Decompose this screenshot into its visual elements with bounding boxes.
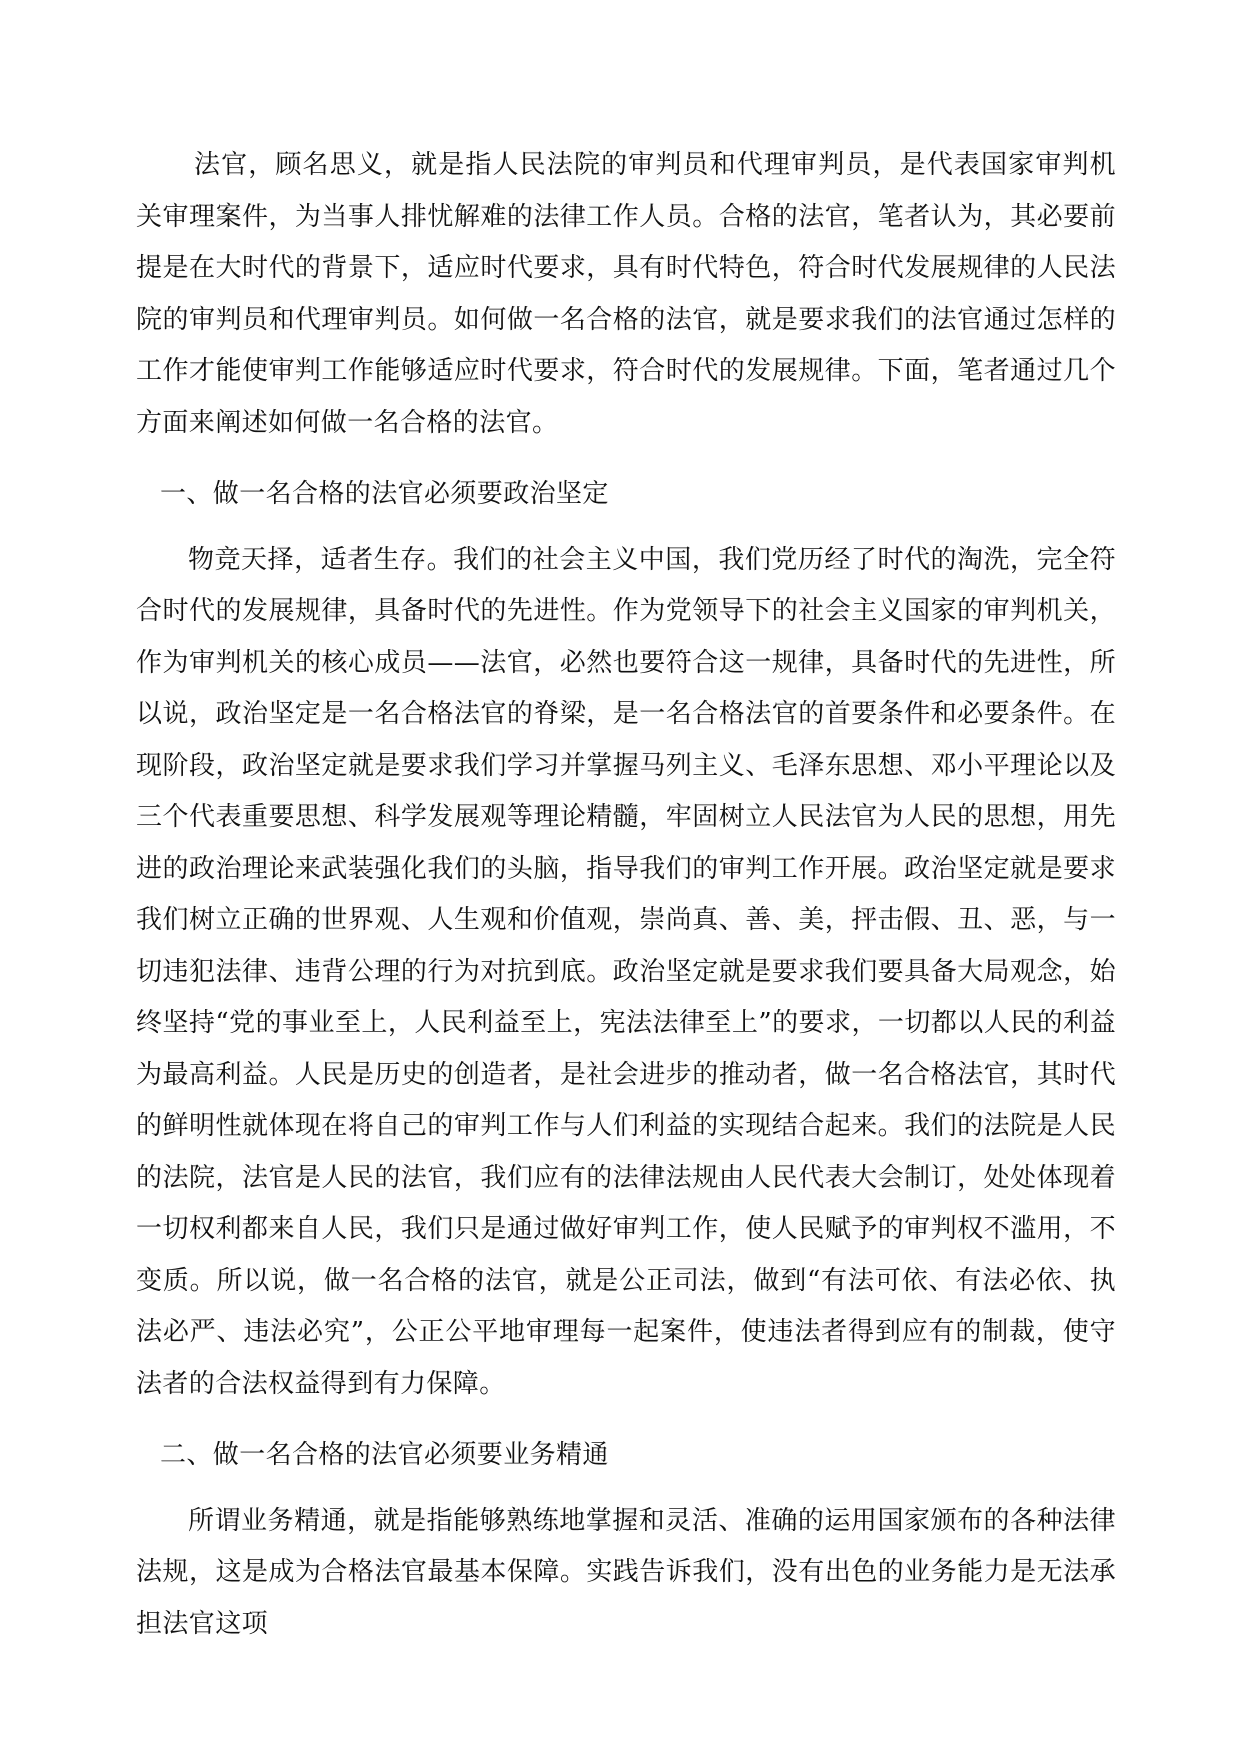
section-body-political: 物竞天择，适者生存。我们的社会主义中国，我们党历经了时代的淘洗，完全符合时代的发展规律，具备时代的先进性。作为党领导下的社会主义国家的审判机关，作为审判机关的核心成员——法官，必然也要符合这一规律，具备时代的先进性，所以说，政治坚定是一名合格法官的脊梁，是一名合格法官的首要条件和必要条件。在现阶段，政治坚定就是要求我们学习并掌握马列主义、毛泽东思想、邓小平理论以及三个代表重要思想、科学发展观等理论精髓，牢固树立人民法官为人民的思想，用先进的政治理论来武装强化我们的头脑，指导我们的审判工作开展。政治坚定就是要求我们树立正确的世界观、人生观和价值观，崇尚真、善、美，抨击假、丑、恶，与一切违犯法律、违背公理的行为对抗到底。政治坚定就是要求我们要具备大局观念，始终坚持“党的事业至上，人民利益至上，宪法法律至上”的要求，一切都以人民的利益为最高利益。人民是历史的创造者，是社会进步的推动者，做一名合格法官，其时代的鲜明性就体现在将自己的审判工作与人们利益的实现结合起来。我们的法院是人民的法院，法官是人民的法官，我们应有的法律法规由人民代表大会制订，处处体现着一切权利都来自人民，我们只是通过做好审判工作，使人民赋予的审判权不滥用，不变质。所以说，做一名合格的法官，就是公正司法，做到“有法可依、有法必依、执法必严、违法必究”，公正公平地审理每一起案件，使违法者得到应有的制裁，使守法者的合法权益得到有力保障。 <box>136 544 1116 1399</box>
intro-paragraph: 法官，顾名思义，就是指人民法院的审判员和代理审判员，是代表国家审判机关审理案件，为当事人排忧解难的法律工作人员。合格的法官，笔者认为，其必要前提是在大时代的背景下，适应时代要求，具有时代特色，符合时代发展规律的人民法院的审判员和代理审判员。如何做一名合格的法官，就是要求我们的法官通过怎样的工作才能使审判工作能够适应时代要求，符合时代的发展规律。下面，笔者通过几个方面来阐述如何做一名合格的法官。 <box>136 150 1116 438</box>
document-page <box>136 140 1116 1650</box>
section-heading-political: 一、做一名合格的法官必须要政治坚定 <box>160 479 609 509</box>
paragraph-gap <box>136 449 1116 469</box>
paragraph-gap <box>136 1482 1116 1496</box>
section-body-professional: 所谓业务精通，就是指能够熟练地掌握和灵活、准确的运用国家颁布的各种法律法规，这是成为合格法官最基本保障。实践告诉我们，没有出色的业务能力是无法承担法官这项 <box>136 1505 1116 1639</box>
section-heading-professional: 二、做一名合格的法官必须要业务精通 <box>160 1440 609 1470</box>
paragraph-gap <box>136 521 1116 535</box>
paragraph-gap <box>136 1410 1116 1430</box>
